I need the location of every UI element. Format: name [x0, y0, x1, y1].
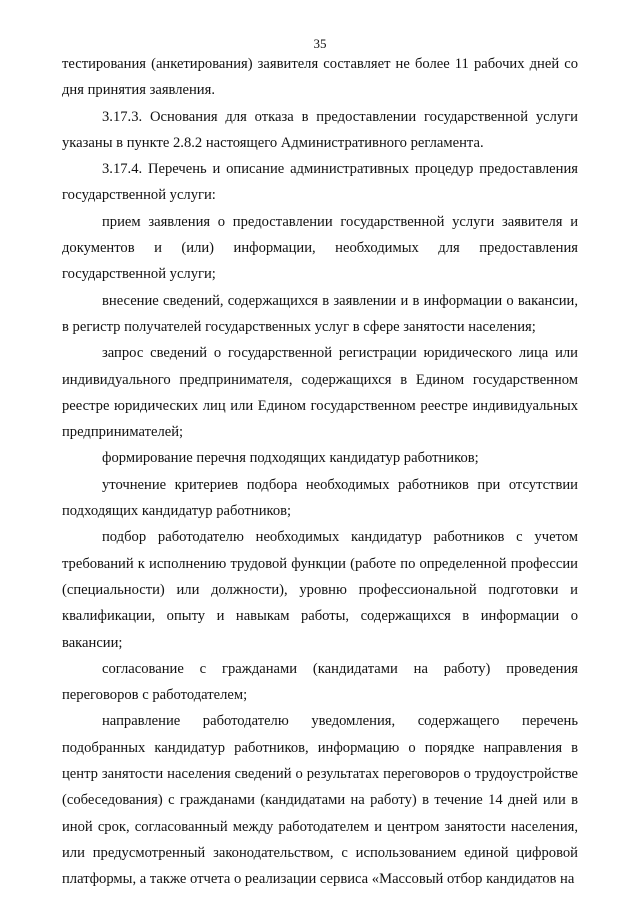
list-item-registry-request: запрос сведений о государственной регистрации юридического лица или индивидуального предпринимателя, содержащихся в Едином государственном реестре юридических лиц или Едином государственном реестре индивидуальных предпринимателей; — [62, 345, 578, 441]
paragraph-3-17-3: 3.17.3. Основания для отказа в предоставлении государственной услуги указаны в пункте 2.8.2 настоящего Административного регламента. — [62, 108, 578, 151]
list-item-register-entry: внесение сведений, содержащихся в заявлении и в информации о вакансии, в регистр получателей государственных услуг в сфере занятости населения; — [62, 292, 578, 335]
paragraph-3-17-4: 3.17.4. Перечень и описание административных процедур предоставления государственной услуги: — [62, 161, 578, 204]
scan-mark — [534, 882, 556, 883]
page-number: 35 — [313, 36, 327, 51]
paragraph-continuation: тестирования (анкетирования) заявителя составляет не более 11 рабочих дней со дня принятия заявления. — [62, 56, 578, 99]
list-item-candidate-agreement: согласование с гражданами (кандидатами на работу) проведения переговоров с работодателем; — [62, 660, 578, 704]
document-body — [62, 51, 578, 893]
list-item-employer-notification: направление работодателю уведомления, содержащего перечень подобранных кандидатур работников, информацию о порядке направления в центр занятости населения сведений о результатах переговоров о трудоустройстве (собеседования) с гражданами (кандидатами на работу) в течение 14 дней или в иной срок, согласованный между работодателем и центром занятости населения, или предусмотренный законодательством, с использованием единой цифровой платформы, а также отчета о реализации сервиса «Массовый отбор кандидатов на — [62, 713, 578, 888]
list-item-candidate-selection: подбор работодателю необходимых кандидатур работников с учетом требований к исполнению трудовой функции (работе по определенной профессии (специальности) или должности), уровню профессиональной подготовки и квалификации, опыту и навыкам работы, содержащихся в информации о вакансии; — [62, 529, 578, 651]
list-item-criteria-refinement: уточнение критериев подбора необходимых работников при отсутствии подходящих кандидатур работников; — [62, 476, 578, 520]
list-item-candidate-list: формирование перечня подходящих кандидатур работников; — [102, 450, 479, 467]
list-item-application-intake: прием заявления о предоставлении государственной услуги заявителя и документов и (или) информации, необходимых для предоставления государственной услуги; — [62, 213, 578, 283]
